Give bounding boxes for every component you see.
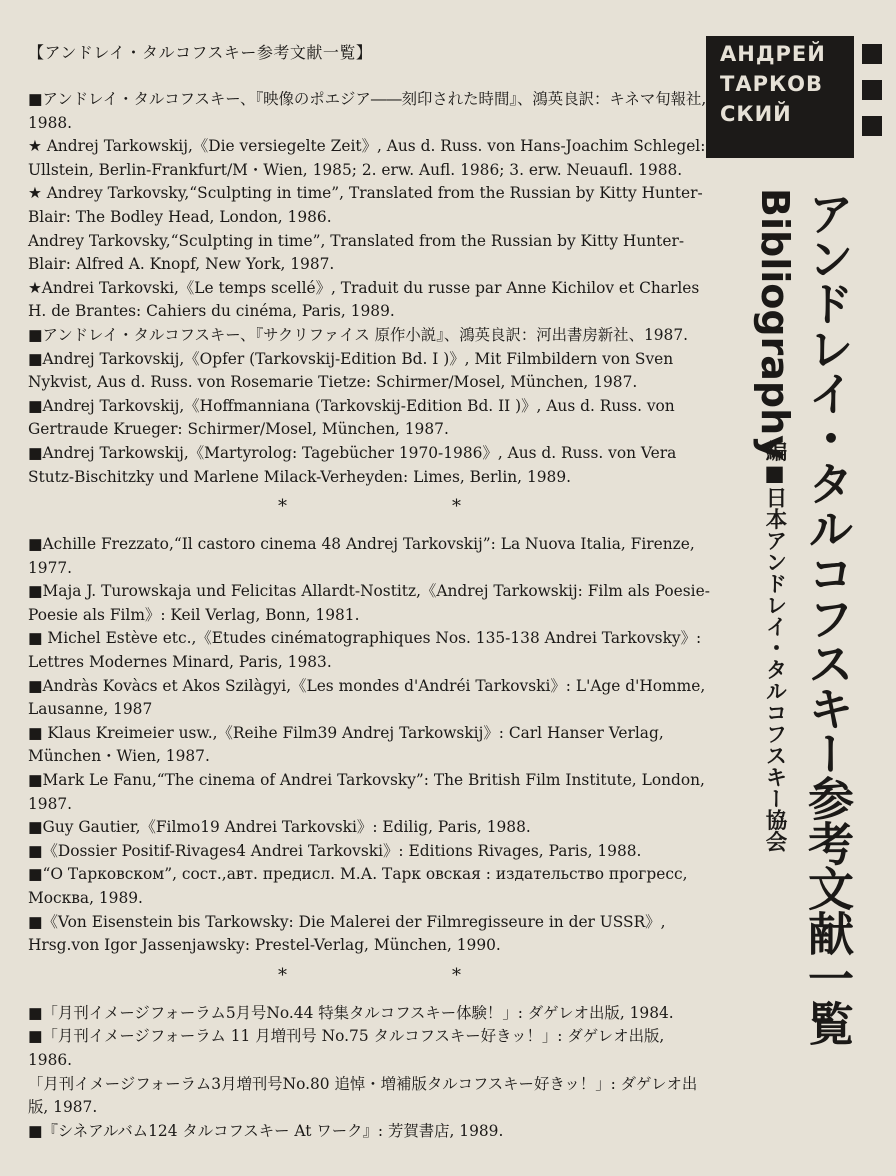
section-separator [28, 958, 710, 1002]
logo-text-line: ТАРКОВ [720, 72, 823, 96]
bib-entry: ■Andràs Kovàcs et Akos Szilàgyi,《Les mondes d'Andréi Tarkovski》: L'Age d'Homme, Lausanne, 1987 [28, 676, 706, 719]
bib-entry: ■Andrej Tarkovskij,《Hoffmanniana (Tarkovskij-Edition Bd. II )》, Aus d. Russ. von Gertraude Krueger: Schirmer/Mosel, München, 1987. [28, 396, 675, 439]
bib-entry: ■Mark Le Fanu,“The cinema of Andrei Tarkovsky”: The British Film Institute, London, 1987. [28, 771, 705, 813]
bib-entry: ■アンドレイ・タルコフスキー、『映像のポエジア――刻印された時間』、鴻英良訳：キネマ旬報社, 1988. [28, 90, 707, 132]
logo-text-line: СКИЙ [720, 102, 792, 126]
section-header-label: 【アンドレイ・タルコフスキー参考文献一覧】 [28, 43, 373, 62]
bib-entry: ★Andrei Tarkovski,《Le temps scellé》, Traduit du russe par Anne Kichilov et Charles H. de Brantes: Cahiers du cinéma, Paris, 1989. [28, 278, 700, 321]
logo-square-mark [862, 44, 882, 64]
bib-entry: ■ Klaus Kreimeier usw.,《Reihe Film39 Andrej Tarkowskij》: Carl Hanser Verlag, München・Wien, 1987. [28, 723, 664, 766]
bib-entry: ■Andrej Tarkowskij,《Martyrolog: Tagebücher 1970-1986》, Aus d. Russ. von Vera [28, 443, 677, 462]
title-english-vertical: Bibliography [753, 188, 797, 460]
bib-entry: ★ Andrej Tarkowskij,《Die versiegelte Zeit》, Aus d. Russ. von Hans-Joachim Schlegel: Ullstein, Berlin-Frankfurt/M・Wien, 1985; 2. erw. Aufl. 1986; 3. erw. Neuaufl. 1988. [28, 137, 706, 179]
title-japanese-vertical: アンドレイ・タルコフスキー参考文献一覧 [801, 190, 855, 1045]
bib-entry: ■『シネアルバム124 タルコフスキー At ワーク』: 芳賀書店, 1989. [28, 1121, 504, 1140]
logo-text-line: АНДРЕЙ [720, 42, 826, 66]
bib-entry: ■Andrej Tarkovskij,《Opfer (Tarkovskij-Edition Bd. I )》, Mit Filmbildern von Sven Nykvist, Aus d. Russ. von Rosemarie Tietze: Schirmer/Mosel, München, 1987. [28, 349, 674, 392]
separator-asterisk: * [452, 964, 461, 986]
tarkovsky-logo [706, 36, 884, 158]
bib-entry: ■《Dossier Positif-Rivages4 Andrei Tarkovski》: Editions Rivages, Paris, 1988. [28, 841, 642, 860]
bib-entry: ■「月刊イメージフォーラム 11 月増刊号 No.75 タルコフスキー好きッ！」: ダゲレオ出版, 1986. [28, 1027, 665, 1069]
bib-entry: ■Maja J. Turowskaja und Felicitas Allardt-Nostitz,《Andrej Tarkowskij: Film als Poesie-Poesie als Film》: Keil Verlag, Bonn, 1981. [28, 582, 710, 624]
bib-entry: ■Guy Gautier,《Filmo19 Andrei Tarkovski》: Edilig, Paris, 1988. [28, 818, 531, 837]
bib-entry: ■ Michel Estève etc.,《Etudes cinématographiques Nos. 135-138 Andrei Tarkovsky》: Lettres Modernes Minard, Paris, 1983. [28, 629, 702, 672]
bibliography-list [28, 88, 710, 1143]
separator-asterisk: * [278, 496, 287, 518]
bib-entry: ■《Von Eisenstein bis Tarkowsky: Die Malerei der Filmregisseure in der USSR》, Hrsg.von Igor Jassenjawsky: Prestel-Verlag, München, 1990. [28, 912, 666, 955]
logo-square-mark [862, 80, 882, 100]
bib-entry: Andrey Tarkovsky,“Sculpting in time”, Translated from the Russian by Kitty Hunter-Blair: Alfred A. Knopf, New York, 1987. [28, 231, 685, 274]
section-separator [28, 489, 710, 533]
bib-entry: ■アンドレイ・タルコフスキー、『サクリファイス 原作小説』、鴻英良訳：河出書房新社、1987. [28, 325, 689, 344]
bib-entry: ■Achille Frezzato,“Il castoro cinema 48 Andrej Tarkovskij”: La Nuova Italia, Firenze, 1977. [28, 535, 695, 577]
bib-entry: 「月刊イメージフォーラム3月増刊号No.80 追悼・増補版タルコフスキー好きッ！」: ダゲレオ出版, 1987. [28, 1074, 698, 1117]
bib-entry: ★ Andrey Tarkovsky,“Sculpting in time”, Translated from the Russian by Kitty Hunter-Blair: The Bodley Head, London, 1986. [28, 184, 703, 226]
editor-credit-vertical: 編■日本アンドレイ・タルコフスキー協会 [762, 440, 787, 852]
bib-entry: ■“О Тарковском”, сост.,авт. предисл. М.А. Тарк овская : издательство прогресс, Москва, 1989. [28, 865, 688, 907]
separator-asterisk: * [452, 496, 461, 518]
bib-entry: ■「月刊イメージフォーラム5月号No.44 特集タルコフスキー体験！」: ダゲレオ出版, 1984. [28, 1003, 674, 1022]
separator-asterisk: * [278, 964, 287, 986]
logo-square-mark [862, 116, 882, 136]
bib-entry: Stutz-Bischitzky und Marlene Milack-Verheyden: Limes, Berlin, 1989. [28, 467, 571, 486]
logo-square-mark [826, 136, 836, 158]
